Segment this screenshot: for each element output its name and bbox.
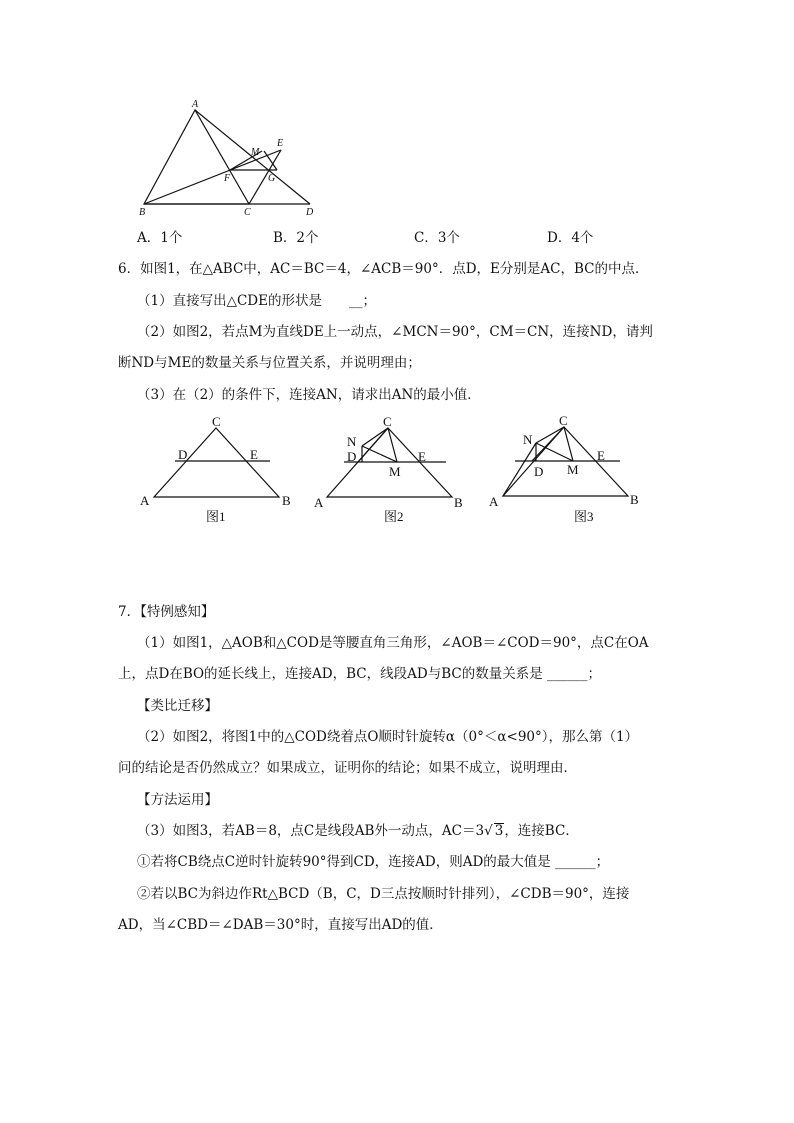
q7-part3-item2-line2: AD，当∠CBD＝∠DAB＝30°时，直接写出AD的值． — [118, 917, 443, 933]
q5-label-b: B — [139, 207, 146, 218]
q6-part2-line2: 断ND与ME的数量关系与位置关系，并说明理由； — [118, 355, 421, 371]
q6-fig1-label-e: E — [250, 447, 258, 462]
q6-fig2-label-n: N — [347, 434, 357, 449]
q5-label-g: G — [268, 173, 276, 184]
q7-part2-line2: 问的结论是否仍然成立？如果成立，证明你的结论；如果不成立，说明理由． — [118, 760, 577, 776]
q6-part2-line1: （2）如图2，若点M为直线DE上一动点，∠MCN＝90°，CM＝CN，连接ND，请判 — [137, 324, 653, 340]
q6-fig3-label-b: B — [630, 492, 639, 507]
q7-heading-analogy: 【类比迁移】 — [137, 698, 218, 714]
q6-caption-fig3: 图3 — [574, 509, 594, 524]
q5-option-a: A．1个 — [137, 230, 183, 246]
q6-fig1-label-a: A — [140, 493, 150, 508]
q6-stem: 6．如图1，在△ABC中，AC＝BC＝4，∠ACB＝90°．点D，E分别是AC，BC的中点． — [118, 261, 649, 277]
q5-option-b: B．2个 — [273, 230, 319, 246]
q6-fig2-label-c: C — [383, 414, 392, 429]
q5-label-m: M — [251, 147, 260, 158]
q6-fig3-label-d: D — [534, 464, 544, 479]
q6-fig1-label-c: C — [212, 414, 221, 429]
q7-part3-radicand: 3 — [494, 823, 504, 839]
q7-part3-item2-line1: ②若以BC为斜边作Rt△BCD（B，C，D三点按顺时针排列），∠CDB＝90°，连接 — [137, 886, 630, 902]
q5-label-d: D — [306, 207, 314, 218]
q7-heading-method: 【方法运用】 — [137, 792, 218, 808]
q6-part3: （3）在（2）的条件下，连接AN，请求出AN的最小值． — [137, 387, 481, 403]
q6-fig1-label-d: D — [178, 447, 188, 462]
q6-fig1-triangle — [154, 428, 279, 497]
q5-triangle-abc — [144, 110, 249, 204]
q6-figures — [130, 410, 660, 530]
q7-part3-item1: ①若将CB绕点C逆时针旋转90°得到CD，连接AD，则AD的最大值是 ______； — [137, 854, 610, 870]
q5-label-e: E — [277, 138, 284, 149]
q6-fig1-label-b: B — [282, 493, 291, 508]
q6-fig3-label-e: E — [597, 448, 605, 463]
q6-fig2-label-a: A — [314, 495, 324, 510]
q7-part1-line1: （1）如图1，△AOB和△COD是等腰直角三角形，∠AOB＝∠COD＝90°，点C在OA — [137, 635, 649, 651]
q6-part1: （1）直接写出△CDE的形状是 __； — [137, 293, 376, 309]
q5-label-c: C — [244, 207, 251, 218]
q7-part3-radical: √ 3 — [484, 823, 504, 839]
q6-caption-fig1: 图1 — [206, 509, 226, 524]
q5-label-a: A — [192, 99, 199, 110]
q7-part3-line — [137, 822, 579, 840]
q7-part3-post: ，连接BC． — [504, 823, 579, 839]
q7-part2-line1: （2）如图2，将图1中的△COD绕着点O顺时针旋转α（0°＜α<90°），那么第（1） — [137, 729, 639, 745]
q6-fig3-label-a: A — [489, 494, 499, 509]
q6-fig2-label-m: M — [389, 464, 401, 479]
q6-fig3-label-n: N — [523, 432, 533, 447]
q5-option-c: C．3个 — [414, 230, 460, 246]
q5-label-f: F — [224, 173, 231, 184]
q6-fig2-label-e: E — [418, 449, 426, 464]
q5-figure — [130, 95, 330, 220]
q5-option-d: D．4个 — [547, 230, 594, 246]
q6-fig2-label-d: D — [347, 449, 357, 464]
q6-fig3-label-c: C — [559, 413, 568, 428]
q7-part3-pre: （3）如图3，若AB＝8，点C是线段AB外一动点，AC＝3 — [137, 823, 485, 839]
q7-part1-line2: 上，点D在BO的延长线上，连接AD，BC，线段AD与BC的数量关系是 ______； — [118, 666, 601, 682]
q7-title: 7．【特例感知】 — [118, 604, 215, 620]
q6-fig3-label-m: M — [567, 462, 579, 477]
q6-fig2-label-b: B — [454, 495, 463, 510]
q6-caption-fig2: 图2 — [384, 509, 404, 524]
